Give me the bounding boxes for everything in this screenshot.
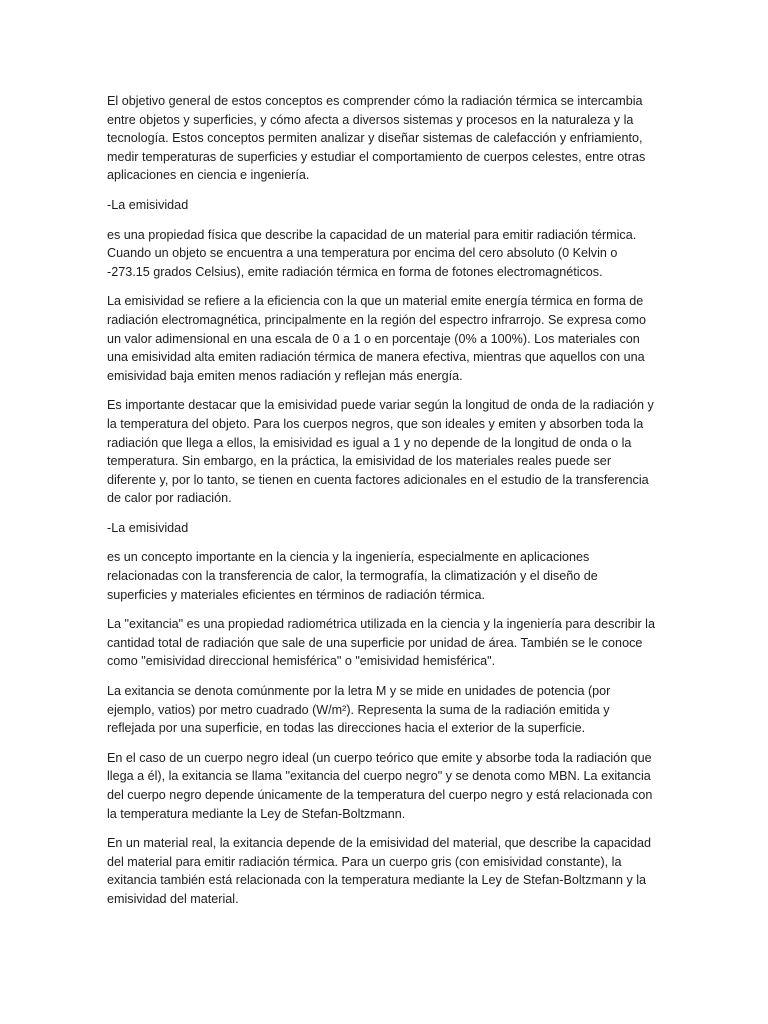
paragraph-exitancia-material-real: En un material real, la exitancia depende de la emisividad del material, que describe la capacidad del material para emitir radiación térmica. Para un cuerpo gris (con emisividad constante), la exitancia también está relacionada con la temperatura mediante la Ley de Stefan-Boltzmann y la emisividad del material. bbox=[107, 836, 651, 906]
paragraph-exitancia-cuerpo-negro: En el caso de un cuerpo negro ideal (un cuerpo teórico que emite y absorbe toda la radiación que llega a él), la exitancia se llama "exitancia del cuerpo negro" y se denota como MBN. La exitancia del cuerpo negro depende únicamente de la temperatura del cuerpo negro y está relacionada con la temperatura mediante la Ley de Stefan-Boltzmann. bbox=[107, 750, 653, 821]
paragraph-emisividad-efficiency: La emisividad se refiere a la eficiencia con la que un material emite energía térmica en forma de radiación electromagnética, principalmente en la región del espectro infrarrojo. Se expresa como un valor adimensional en una escala de 0 a 1 o en porcentaje (0% a 100%). Los materiales con una emisividad alta emiten radiación térmica de manera efectiva, mientras que aquellos con una emisividad baja emiten menos radiación y reflejan más energía. bbox=[107, 294, 647, 383]
paragraph-exitancia-units: La exitancia se denota comúnmente por la letra M y se mide en unidades de potencia (por ejemplo, vatios) por metro cuadrado (W/m²). Representa la suma de la radiación emitida y reflejada por una superficie, en todas las direcciones hacia el exterior de la superficie. bbox=[107, 684, 611, 736]
paragraph-intro: El objetivo general de estos conceptos es comprender cómo la radiación térmica se intercambia entre objetos y superficies, y cómo afecta a diversos sistemas y procesos en la naturaleza y la tecnología. Estos conceptos permiten analizar y diseñar sistemas de calefacción y enfriamiento, medir temperaturas de superficies y estudiar el comportamiento de cuerpos celestes, entre otras aplicaciones en ciencia e ingeniería. bbox=[107, 94, 646, 183]
paragraph-emisividad-variation: Es importante destacar que la emisividad puede variar según la longitud de onda de la radiación y la temperatura del objeto. Para los cuerpos negros, que son ideales y emiten y absorben toda la radiación que llega a ellos, la emisividad es igual a 1 y no depende de la longitud de onda o la temperatura. Sin embargo, en la práctica, la emisividad de los materiales reales puede ser diferente y, por lo tanto, se tienen en cuenta factores adicionales en el estudio de la transferencia de calor por radiación. bbox=[107, 398, 654, 506]
document-body bbox=[107, 92, 659, 920]
paragraph-exitancia-definition: La "exitancia" es una propiedad radiométrica utilizada en la ciencia y la ingeniería para describir la cantidad total de radiación que sale de una superficie por unidad de área. También se le conoce como "emisividad direccional hemisférica" o "emisividad hemisférica". bbox=[107, 617, 655, 669]
heading-emisividad-2: -La emisividad bbox=[107, 520, 189, 535]
paragraph-emisividad-importance: es un concepto importante en la ciencia y la ingeniería, especialmente en aplicaciones relacionadas con la transferencia de calor, la termografía, la climatización y el diseño de superficies y materiales eficientes en términos de radiación térmica. bbox=[107, 550, 598, 602]
heading-emisividad: -La emisividad bbox=[107, 197, 189, 212]
paragraph-emisividad-definition: es una propiedad física que describe la capacidad de un material para emitir radiación térmica. Cuando un objeto se encuentra a una temperatura por encima del cero absoluto (0 Kelvin o -273.15 grados Celsius), emite radiación térmica en forma de fotones electromagnéticos. bbox=[107, 227, 637, 279]
